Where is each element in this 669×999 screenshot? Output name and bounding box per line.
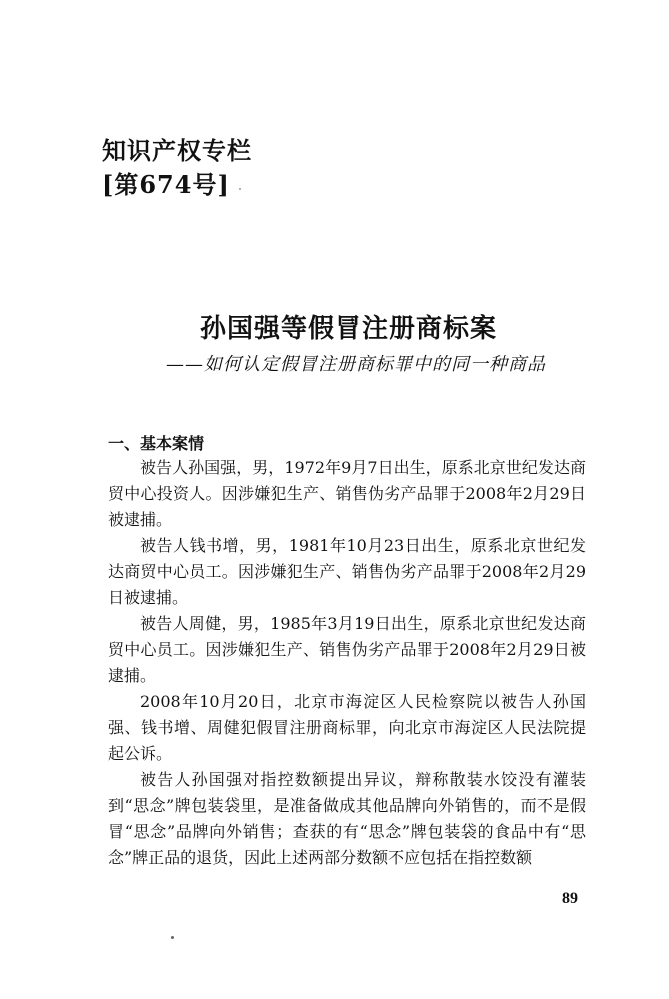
column-issue-number: [第674号] [102,170,230,199]
column-name: 知识产权专栏 [102,136,252,165]
paragraph: 被告人周健，男，1985年3月19日出生，原系北京世纪发达商贸中心员工。因涉嫌犯生产、销售伪劣产品罪于2008年2月29日被逮捕。 [108,614,586,685]
article-body [108,455,586,871]
article-subtitle: ——如何认定假冒注册商标罪中的同一种商品 [166,354,546,375]
paragraph: 被告人孙国强对指控数额提出异议，辩称散装水饺没有灌装到“思念”牌包装袋里，是准备做成其他品牌向外销售的，而不是假冒“思念”品牌向外销售；查获的有“思念”牌包装袋的食品中有“思念”牌正品的退货，因此上述两部分数额不应包括在指控数额 [108,770,586,867]
section-heading: 一、基本案情 [108,434,205,453]
paragraph: 被告人钱书增，男，1981年10月23日出生，原系北京世纪发达商贸中心员工。因涉嫌犯生产、销售伪劣产品罪于2008年2月29日被逮捕。 [108,536,586,607]
scan-speck [239,188,241,190]
paragraph: 被告人孙国强，男，1972年9月7日出生，原系北京世纪发达商贸中心投资人。因涉嫌犯生产、销售伪劣产品罪于2008年2月29日被逮捕。 [108,458,586,529]
scan-speck [171,936,174,939]
paragraph: 2008年10月20日，北京市海淀区人民检察院以被告人孙国强、钱书增、周健犯假冒注册商标罪，向北京市海淀区人民法院提起公诉。 [108,692,586,763]
article-title: 孙国强等假冒注册商标案 [199,314,497,344]
page-number: 89 [562,890,578,907]
